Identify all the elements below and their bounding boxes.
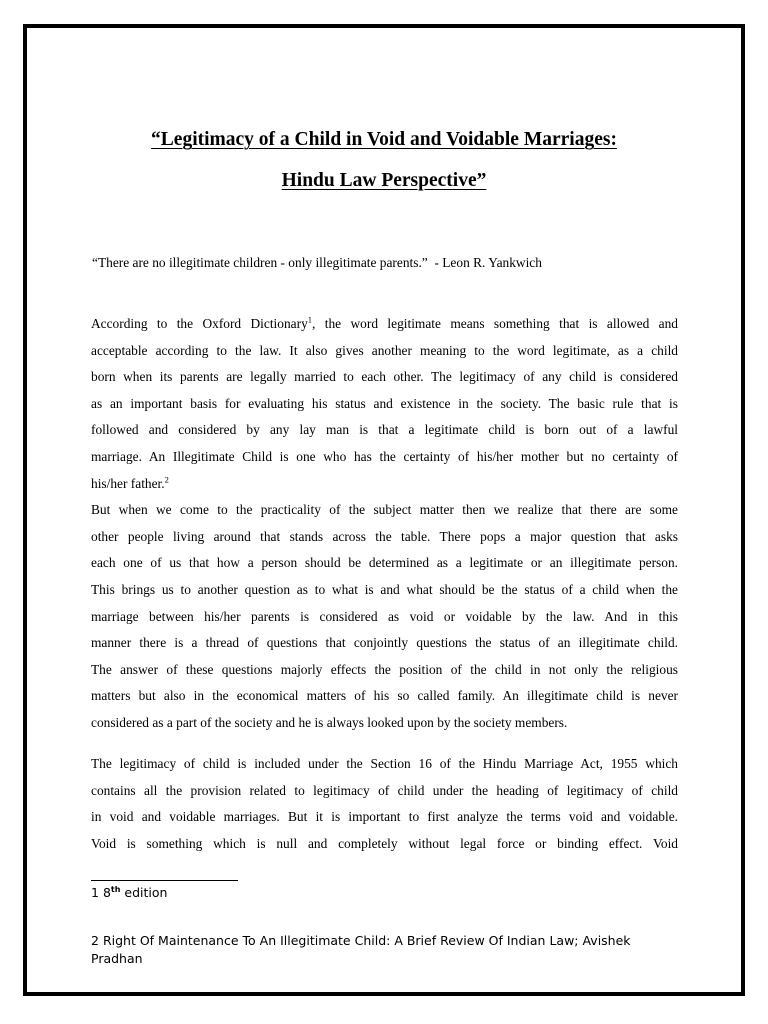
text-line: manner there is a thread of questions that conjointly questions the status of an illegitimate child.	[91, 635, 678, 651]
text-line: considered as a part of the society and he is always looked upon by the society members.	[91, 714, 568, 730]
footnote-separator	[91, 880, 238, 881]
document-title-line-1: “Legitimacy of a Child in Void and Voidable Marriages:	[151, 129, 617, 150]
text-line: Void is something which is null and completely without legal force or binding effect. Void	[91, 835, 678, 851]
document-page	[23, 24, 745, 996]
text-line	[91, 471, 678, 498]
footnote-number: 2	[91, 933, 99, 948]
footnote-reference-2[interactable]: 2	[164, 474, 169, 485]
footnote-1	[91, 884, 681, 902]
text-span: his/her father.	[91, 475, 165, 491]
text-line: But when we come to the practicality of the subject matter then we realize that there are some	[91, 502, 678, 518]
text-span: According to the Oxford Dictionary	[91, 316, 308, 331]
text-line: acceptable according to the law. It also gives another meaning to the word legitimate, as a child	[91, 342, 678, 358]
text-span: , the word legitimate means something that is allowed and	[312, 316, 678, 331]
document-title-line-2: Hindu Law Perspective”	[281, 170, 487, 191]
footnote-superscript: th	[110, 884, 121, 894]
text-line: each one of us that how a person should be determined as a legitimate or an illegitimate person.	[91, 555, 678, 571]
text-line: marriage. An Illegitimate Child is one who has the certainty of his/her mother but no certainty of	[91, 448, 678, 464]
footnote-text: Right Of Maintenance To An Illegitimate Child: A Brief Review Of Indian Law; Avishek Pradhan	[91, 933, 631, 966]
epigraph-quote: “There are no illegitimate children - only illegitimate parents.” - Leon R. Yankwich	[92, 255, 542, 270]
text-line: contains all the provision related to legitimacy of child under the heading of legitimacy of child	[91, 782, 678, 798]
text-line: followed and considered by any lay man is that a legitimate child is born out of a lawful	[91, 422, 678, 438]
text-line: The answer of these questions majorly effects the position of the child in not only the religious	[91, 661, 678, 677]
text-line: marriage between his/her parents is considered as void or voidable by the law. And in this	[91, 608, 678, 624]
body-paragraph-2	[91, 751, 678, 857]
footnote-reference-1[interactable]: 1	[307, 314, 313, 325]
text-line: as an important basis for evaluating his status and existence in the society. The basic rule that is	[91, 395, 678, 411]
text-line: born when its parents are legally married to each other. The legitimacy of any child is considered	[91, 369, 678, 385]
text-line	[91, 311, 678, 338]
text-line: other people living around that stands across the table. There pops a major question that asks	[91, 528, 678, 544]
text-line: in void and voidable marriages. But it is important to first analyze the terms void and voidable.	[91, 809, 678, 825]
body-paragraph-1	[91, 311, 678, 737]
text-line: The legitimacy of child is included under the Section 16 of the Hindu Marriage Act, 1955 which	[91, 756, 678, 771]
footnote-value: 8	[102, 885, 111, 900]
footnote-number: 1	[91, 885, 99, 900]
footnote-2	[91, 932, 681, 967]
footnote-text: edition	[120, 885, 168, 900]
text-line: matters but also in the economical matters of his so called family. An illegitimate child is never	[91, 688, 678, 704]
text-line: This brings us to another question as to what is and what should be the status of a child when the	[91, 581, 678, 597]
